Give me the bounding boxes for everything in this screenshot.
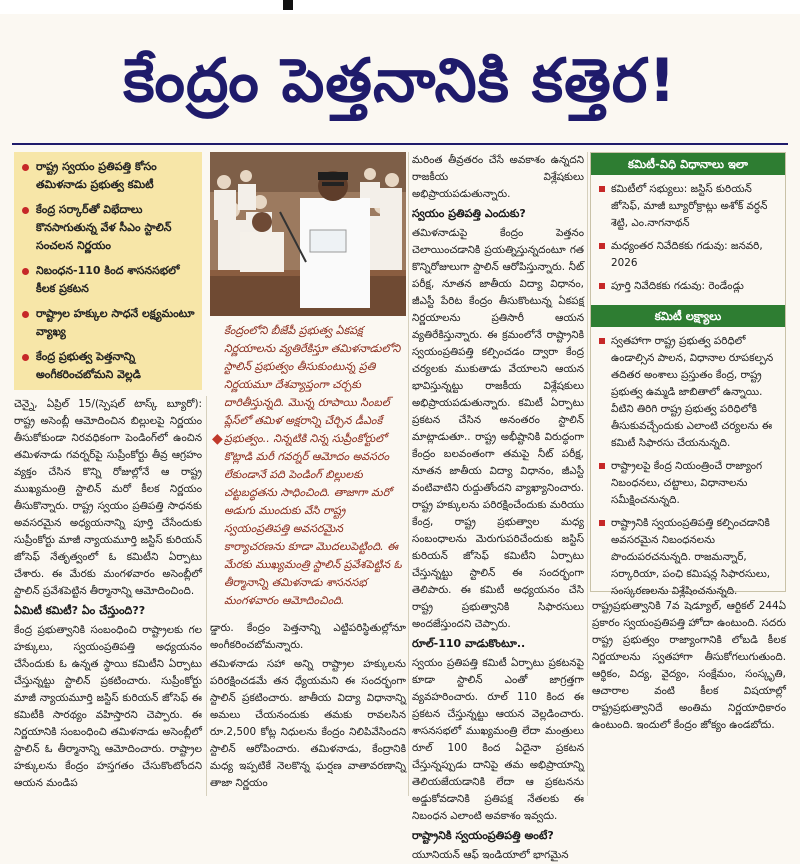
bullet-square-icon (599, 520, 605, 526)
bullet-dot-icon (22, 207, 29, 214)
paragraph: కేంద్ర ప్రభుత్వానికి సంబంధించి రాష్ట్రాలకు గల హక్కులు, స్వయంప్రతిపత్తి అధ్యయనం చేసేందుకు ఓ ఉన్నత స్థాయి కమిటీని ఏర్పాటు చేస్తున్నట్టు స్టాలిన్ ప్రకటించారు. సుప్రీంకోర్టు మాజీ న్యాయమూర్తి జస్టిస్ కురియన్ జోసెఫ్ ఈ కమిటీకి సారథ్యం వహిస్తారని చెప్పారు. ఈ నిర్ణయానికి సంబంధించి తమిళనాడు అసెంబ్లీలో స్టాలిన్ ఓ తీర్మానాన్ని ఆమోదించారు. రాష్ట్రాల హక్కులను కేంద్రం హస్తగతం చేసుకొంటోందని ఆయన మండిప (14, 624, 202, 789)
sidebar-goal (599, 515, 779, 600)
subheading: రూల్-110 వాడుకొంటూ.. (412, 637, 526, 650)
sidebar-header: కమిటీ-విధి విధానాలు ఇలా (591, 153, 785, 175)
sidebar-goal-text: స్వతహాగా రాష్ట్ర ప్రభుత్వ పరిధిలో ఉండాల్సిన పాలన, విధానాల రూపకల్పన తదితర అంశాలు ప్రస్తుతం కేంద్ర, రాష్ట్ర ప్రభుత్వ ఉమ్మడి జాబితాలో ఉన్నాయి. వీటిని తిరిగి రాష్ట్ర ప్రభుత్వ పరిధిలోకి తీసుకువచ్చేందుకు ఎలాంటి చర్యలను ఈ కమిటీ సిఫారసు చేయనున్నది. (611, 335, 774, 449)
bullet-dot-icon (22, 311, 29, 318)
article-column-2 (210, 620, 406, 796)
sidebar-item-text: కమిటీలో సభ్యులు: జస్టిస్ కురియన్ జోసెఫ్, మాజీ బ్యూరోక్రాట్లు అశోక్ వర్ధన్ శెట్టి, ఎం.నాగనాథన్ (611, 183, 768, 229)
column-divider (408, 152, 409, 796)
subheading: ఏమిటీ కమిటీ? ఏం చేస్తుంది?? (14, 604, 146, 617)
subheading: రాష్ట్రానికి స్వయంప్రతిపత్తి అంటే? (412, 829, 554, 842)
paragraph: తమిళనాడు సహా అన్ని రాష్ట్రాల హక్కులను పరిరక్షించడమే తన ధ్యేయమని ఈ సందర్భంగా స్టాలిన్ ప్రకటించారు. జాతీయ విద్యా విధానాన్ని అమలు చేయనందుకు తమకు రావలసిన రూ.2,500 కోట్ల నిధులను కేంద్రం నిలిపివేసిందని స్టాలిన్ ఆరోపించారు. తమిళనాడు, కేంద్రానికి మధ్య ఇప్పటికే నెలకొన్న ఘర్షణ వాతావరణాన్ని తాజా నిర్ణయం (210, 658, 406, 789)
highlight-item (22, 305, 196, 341)
highlight-text: కేంద్ర సర్కార్‌తో విభేదాలు కొనసాగుతున్న వేళ సీఎం స్టాలిన్ సంచలన నిర్ణయం (36, 203, 172, 252)
news-photo (210, 152, 406, 316)
paragraph: చెన్నై, ఏప్రిల్ 15/(స్పెషల్ టాస్క్ బ్యూరో): రాష్ట్ర అసెంబ్లీ ఆమోదించిన బిల్లులపై నిర్ణయం తీసుకోకుండా నిరవధికంగా పెండింగ్‌లో ఉంచిన తమిళనాడు గవర్నర్‌పై సుప్రీంకోర్టు తీవ్ర ఆగ్రహం వ్యక్తం చేసిన కొన్ని రోజుల్లోనే ఆ రాష్ట్ర ముఖ్యమంత్రి స్టాలిన్ మరో కీలక నిర్ణయం తీసుకొన్నారు. రాష్ట్ర స్వయం ప్రతిపత్తి సాధనకు అవసరమైన అధ్యయనాన్ని పూర్తి చేసేందుకు సుప్రీంకోర్టు మాజీ న్యాయమూర్తి జస్టిస్ కురియన్ జోసెఫ్ నేతృత్వంలో ఓ కమిటీని ఏర్పాటు చేశారు. ఈ మేరకు మంగళవారం అసెంబ్లీలో స్టాలిన్ ప్రవేశపెట్టిన తీర్మానాన్ని ఆమోదించింది. (14, 398, 202, 597)
paragraph: యూనియన్ ఆఫ్ ఇండియాలో భాగమైన (412, 849, 569, 861)
paragraph: తమిళనాడుపై కేంద్రం పెత్తనం చెలాయించడానికి ప్రయత్నిస్తున్నదంటూ గత కొన్నిరోజులుగా స్టాలిన్ ఆరోపిస్తున్నారు. నీట్ పరీక్ష, నూతన జాతీయ విద్యా విధానం, జీఎస్టీ పేరిట కేంద్రం తీసుకొంటున్న ఏకపక్ష నిర్ణయాలను ప్రతిసారీ ఆయన వ్యతిరేకిస్తున్నారు. ఈ క్రమంలోనే రాష్ట్రానికి స్వయంప్రతిపత్తి కల్పించడం ద్వారా కేంద్ర చర్యలకు ముకుతాడు వేయాలని ఆయన భావిస్తున్నట్టు రాజకీయ విశ్లేషకులు అభిప్రాయపడుతున్నారు. కమిటీ ఏర్పాటు ప్రకటన చేసిన అనంతరం స్టాలిన్ మాట్లాడుతూ.. రాష్ట్ర అభీష్టానికి విరుద్ధంగా కేంద్రం బలవంతంగా తమపై నీట్ పరీక్ష, నూతన జాతీయ విద్యా విధానం, జీఎస్టీ వంటివాటిని రుద్దుతోందని వ్యాఖ్యానించారు. రాష్ట్ర హక్కులను పరిరక్షించేందుకు మరియు కేంద్ర, రాష్ట్ర ప్రభుత్వాల మధ్య సంబంధాలను మెరుగుపరిచేందుకు జస్టిస్ కురియన్ జోసెఫ్ కమిటీని ఏర్పాటు చేస్తున్నట్టు స్టాలిన్ ఈ సందర్భంగా తెలిపారు. ఈ కమిటీ అధ్యయనం చేసి రాష్ట్ర ప్రభుత్వానికి సిఫారసులు అందజేస్తుందని చెప్పారు. (412, 227, 584, 630)
bullet-dot-icon (22, 164, 29, 171)
highlight-item (22, 158, 196, 194)
paragraph: డ్డారు. కేంద్రం పెత్తనాన్ని ఎట్టిపరిస్థితుల్లోనూ అంగీకరించబోమన్నారు. (210, 622, 406, 651)
bullet-dot-icon (22, 268, 29, 275)
highlight-text: నిబంధన-110 కింద శాసనసభలో కీలక ప్రకటన (36, 264, 180, 295)
sidebar-header-goals: కమిటీ లక్ష్యాలు (591, 305, 785, 327)
sidebar-item (599, 278, 779, 295)
article-column-1 (14, 396, 202, 796)
article-column-3 (412, 152, 584, 861)
highlight-text: రాష్ట్ర స్వయం ప్రతిపత్తి కోసం తమిళనాడు ప్రభుత్వ కమిటీ (36, 160, 157, 191)
column-divider (206, 396, 207, 796)
assembly-photo-illustration (210, 152, 406, 316)
paragraph: మరింత తీవ్రతరం చేసే అవకాశం ఉన్నదని రాజకీయ విశ్లేషకులు అభిప్రాయపడుతున్నారు. (412, 154, 584, 200)
headline-rule (12, 143, 788, 145)
paragraph: స్వయం ప్రతిపత్తి కమిటీ ఏర్పాటు ప్రకటనపై కూడా స్టాలిన్ ఎంతో జాగ్రత్తగా వ్యవహరించారు. రూల్ 110 కింద ఈ ప్రకటన చేస్తున్నట్టు ఆయన వెల్లడించారు. శాసనసభలో ముఖ్యమంత్రి లేదా మంత్రులు రూల్ 100 కింద ఏదైనా ప్రకటన చేస్తున్నప్పుడు దానిపై తమ అభిప్రాయాన్ని తెలియజేయడానికి లేదా ఆ ప్రకటనను అడ్డుకోవడానికి ప్రతిపక్ష నేతలకు ఈ నిబంధన ఎలాంటి అవకాశం ఇవ్వదు. (412, 657, 584, 822)
highlight-item (22, 201, 196, 255)
bullet-square-icon (599, 338, 605, 344)
sidebar-item-text: మధ్యంతర నివేదికకు గడువు: జనవరి, 2026 (611, 240, 763, 269)
bullet-square-icon (599, 243, 605, 249)
subheading: స్వయం ప్రతిపత్తి ఎందుకు? (412, 207, 526, 220)
highlight-text: కేంద్ర ప్రభుత్వ పెత్తనాన్ని అంగీకరించబోమని వెల్లడి (36, 350, 141, 381)
caption-text: కేంద్రంలోని బీజేపీ ప్రభుత్వ ఏకపక్ష నిర్ణయాలను వ్యతిరేకిస్తూ తమిళనాడులోని స్టాలిన్ ప్రభుత్వం తీసుకుంటున్న ప్రతి నిర్ణయమూ దేశవ్యాప్తంగా చర్చకు దారితీస్తున్నది. మొన్న రూపాయి సింబల్ ప్లేస్‌లో తమిళ అక్షరాన్ని చేర్చిన డీఎంకే ప్రభుత్వం.. నిన్నటికి నిన్న సుప్రీంకోర్టులో కొట్లాడి మరీ గవర్నర్ ఆమోదం అవసరం లేకుండానే పది పెండింగ్ బిల్లులకు చట్టబద్ధతను సాధించింది. తాజాగా మరో అడుగు ముందుకు వేసి రాష్ట్ర స్వయంప్రతిపత్తి అవసరమైన కార్యాచరణను కూడా మొదలుపెట్టింది. ఈ మేరకు ముఖ్యమంత్రి స్టాలిన్ ప్రవేశపెట్టిన ఓ తీర్మానాన్ని తమిళనాడు శాసనసభ మంగళవారం ఆమోదించింది. (224, 324, 402, 607)
highlights-box (14, 152, 202, 390)
sidebar-goal-text: రాష్ట్రాలపై కేంద్ర నియంత్రించే రాజ్యాంగ నిబంధనలు, చట్టాలు, విధానాలను సమీక్షించనున్నది. (611, 460, 763, 506)
sidebar-item (599, 181, 779, 232)
highlight-item (22, 262, 196, 298)
sidebar-item-text: పూర్తి నివేదికకు గడువు: రెండేండ్లు (611, 280, 744, 292)
sidebar-goal (599, 458, 779, 509)
sidebar-item (599, 238, 779, 272)
photo-caption (210, 320, 406, 618)
bullet-square-icon (599, 463, 605, 469)
bullet-dot-icon (22, 354, 29, 361)
bullet-square-icon (599, 283, 605, 289)
highlight-item (22, 348, 196, 384)
column-divider (587, 152, 588, 796)
sidebar-goal-text: రాష్ట్రానికి స్వయంప్రతిపత్తి కల్పించడానికి అవసరమైన నిబంధనలను పొందుపరచనున్నది. రాజమన్నార్, సర్కారియా, పంఛి కమిషన్ల సిఫారసులు, సంస్కరణలను విశ్లేషించనున్నది. (611, 517, 771, 597)
sidebar-goal (599, 333, 779, 452)
page-marker (283, 0, 293, 10)
highlight-text: రాష్ట్రాల హక్కుల సాధనే లక్ష్యమంటూ వ్యాఖ్య (36, 307, 195, 338)
bullet-square-icon (599, 186, 605, 192)
paragraph: రాష్ట్రప్రభుత్వానికి 7వ షెడ్యూల్, ఆర్టికల్ 244ఏ ప్రకారం స్వయంప్రతిపత్తి హోదా ఉంటుంది. సదరు రాష్ట్ర ప్రభుత్వం రాజ్యాంగానికి లోబడి కీలక నిర్ణయాలను స్వతహాగా తీసుకోగలుగుతుంది. ఆర్థికం, విద్య, వైద్యం, సంక్షేమం, సంస్కృతి, ఆచారాల వంటి కీలక విషయాల్లో రాష్ట్రప్రభుత్వానిదే అంతిమ నిర్ణయాధికారం ఉంటుంది. ఇందులో కేంద్రం జోక్యం ఉండబోదు. (592, 600, 786, 731)
diamond-ornament-icon: ◆ (212, 431, 223, 447)
article-column-4 (592, 598, 786, 796)
committee-sidebar (590, 152, 786, 597)
top-strip (0, 0, 800, 14)
headline: కేంద్రం పెత్తనానికి కత్తెర! (123, 46, 677, 116)
